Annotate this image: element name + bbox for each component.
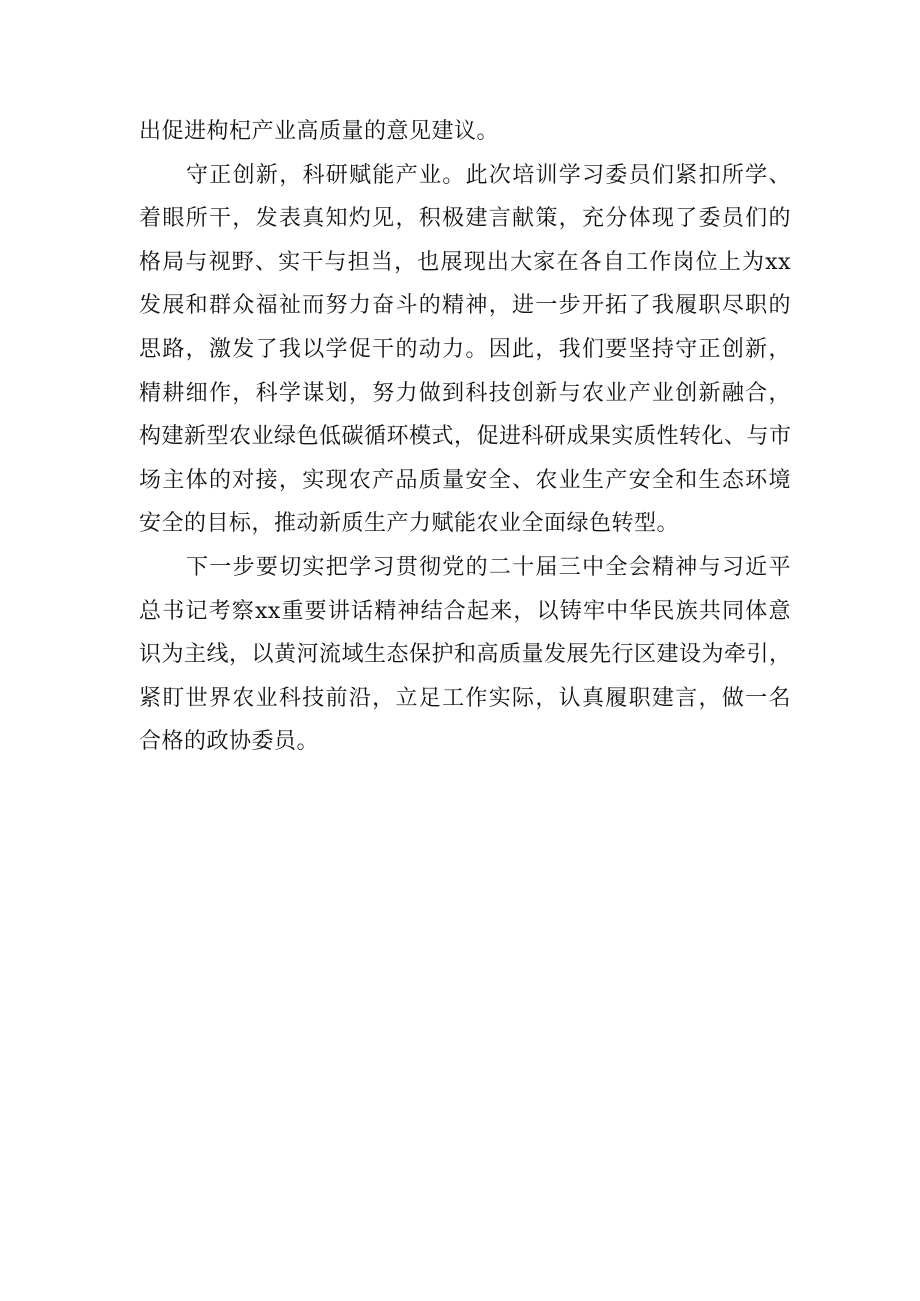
paragraph-line: 场主体的对接，实现农产品质量安全、农业生产安全和生态环境 xyxy=(139,467,791,493)
paragraph-line: 守正创新，科研赋能产业。此次培训学习委员们紧扣所学、 xyxy=(186,162,791,188)
paragraph-line: 思路，激发了我以学促干的动力。因此，我们要坚持守正创新， xyxy=(139,336,791,362)
paragraph-line: 安全的目标，推动新质生产力赋能农业全面绿色转型。 xyxy=(139,511,680,537)
paragraph-line: 着眼所干，发表真知灼见，积极建言献策，充分体现了委员们的 xyxy=(139,206,791,232)
paragraph-line: 紧盯世界农业科技前沿，立足工作实际，认真履职建言，做一名 xyxy=(139,685,791,711)
paragraph-line: 发展和群众福祉而努力奋斗的精神，进一步开拓了我履职尽职的 xyxy=(139,293,791,319)
document-body xyxy=(139,110,791,764)
paragraph-line: 识为主线，以黄河流域生态保护和高质量发展先行区建设为牵引， xyxy=(139,642,792,668)
paragraph-line: 下一步要切实把学习贯彻党的二十届三中全会精神与习近平 xyxy=(186,554,791,580)
paragraph-line: 精耕细作，科学谋划，努力做到科技创新与农业产业创新融合， xyxy=(139,380,791,406)
paragraph-line: 出促进枸杞产业高质量的意见建议。 xyxy=(139,119,500,144)
paragraph-line: 总书记考察xx重要讲话精神结合起来，以铸牢中华民族共同体意 xyxy=(139,598,791,624)
paragraph-line: 构建新型农业绿色低碳循环模式，促进科研成果实质性转化、与市 xyxy=(139,424,792,450)
paragraph-line: 格局与视野、实干与担当，也展现出大家在各自工作岗位上为xx xyxy=(139,249,791,275)
paragraph-line: 合格的政协委员。 xyxy=(139,729,320,755)
